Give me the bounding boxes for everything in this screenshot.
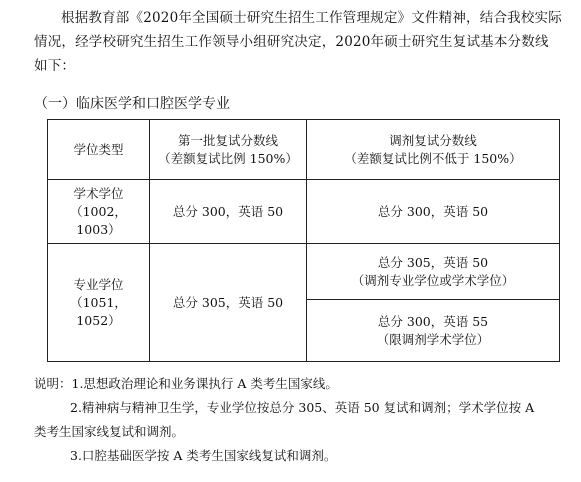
academic-type-label: 学术学位 [73,185,124,201]
academic-adjust-score: 总分 300，英语 50 [377,203,489,219]
notes-section [34,372,564,468]
header-degree-type [48,120,150,180]
header-first-batch [150,120,307,180]
header-degree-type-label: 学位类型 [73,141,124,157]
section-heading: （一）临床医学和口腔医学专业 [34,96,230,112]
header-adjust-sub: （差额复试比例不低于 150%） [344,150,522,166]
professional-adjust-a-note: （调剂专业学位或学术学位） [351,272,515,288]
table-row-professional [48,244,560,300]
cell-professional-adjust-a [307,244,560,300]
header-first-batch-title: 第一批复试分数线 [177,132,278,148]
score-table [47,119,560,362]
note-2-line-2: 类考生国家线复试和调剂。 [34,424,185,439]
academic-codes: （1002，1003） [70,203,127,237]
cell-academic-first [150,180,307,244]
note-1: 说明：1.思想政治理论和业务课执行 A 类考生国家线。 [34,376,338,391]
professional-first-score: 总分 305，英语 50 [172,294,284,310]
cell-academic-adjust [307,180,560,244]
professional-codes: （1051，1052） [70,294,127,328]
professional-adjust-b-score: 总分 300，英语 55 [377,313,489,329]
professional-type-label: 专业学位 [73,276,124,292]
intro-paragraph: 根据教育部《2020年全国硕士研究生招生工作管理规定》文件精神，结合我校实际情况，经学校研究生招生工作领导小组研究决定，2020年硕士研究生复试基本分数线如下： [34,10,562,74]
professional-adjust-a-score: 总分 305，英语 50 [377,254,489,270]
header-adjust-title: 调剂复试分数线 [389,132,477,148]
cell-academic-type [48,180,150,244]
cell-professional-adjust-b [307,300,560,362]
professional-adjust-b-note: （限调剂学术学位） [376,331,490,347]
academic-first-score: 总分 300，英语 50 [172,203,284,219]
table-header-row [48,120,560,180]
cell-professional-type [48,244,150,362]
header-adjust [307,120,560,180]
table-row-academic [48,180,560,244]
note-2-line-1: 2.精神病与精神卫生学，专业学位按总分 305、英语 50 复试和调剂；学术学位按 A [70,400,535,415]
header-first-batch-sub: （差额复试比例 150%） [158,150,298,166]
cell-professional-first [150,244,307,362]
note-3: 3.口腔基础医学按 A 类考生国家线复试和调剂。 [70,448,337,463]
